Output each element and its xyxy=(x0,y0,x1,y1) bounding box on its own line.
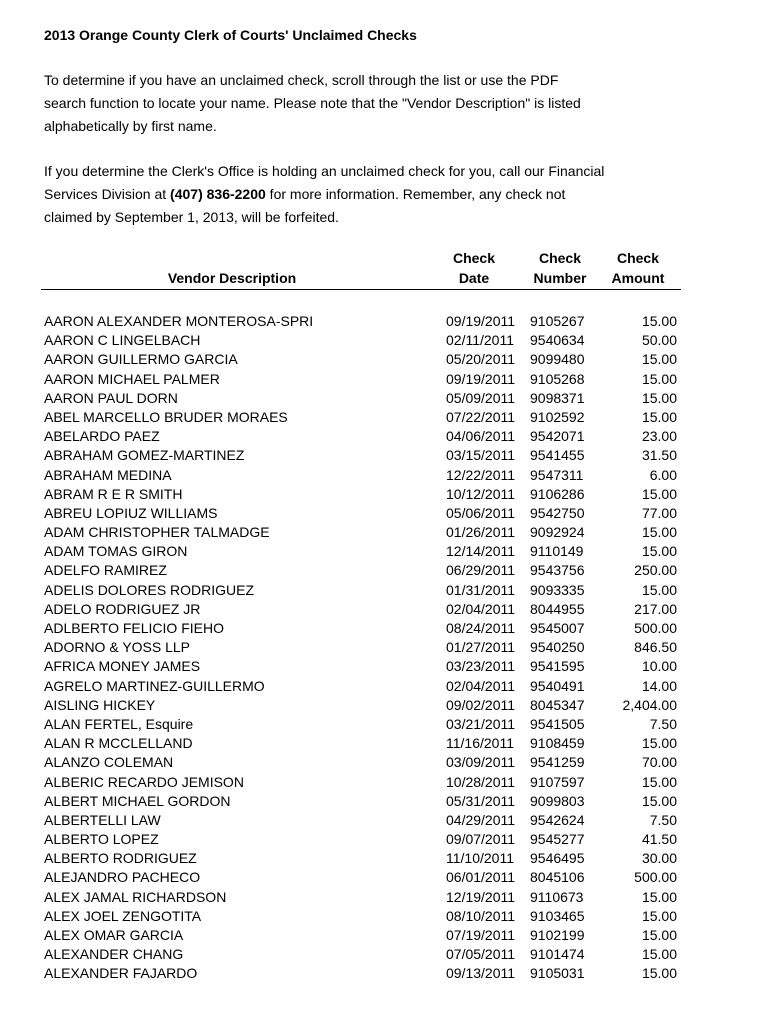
check-number-cell: 9547311 xyxy=(530,466,584,483)
date-cell: 04/06/2011 xyxy=(446,428,516,445)
check-number-cell: 9540491 xyxy=(530,677,585,694)
header-vendor-description xyxy=(44,268,420,288)
amount-cell: 41.50 xyxy=(641,831,677,848)
amount-cell: 846.50 xyxy=(634,639,677,656)
amount-cell: 15.00 xyxy=(641,408,677,425)
amount-cell: 7.50 xyxy=(649,811,677,828)
amount-cell: 23.00 xyxy=(641,428,677,445)
intro-line: search function to locate your name. Please note that the "Vendor Description" is listed xyxy=(44,95,581,111)
check-number-cell: 9098371 xyxy=(530,389,585,406)
header-label: Check xyxy=(538,250,582,266)
notice-text: for more information. Remember, any check not xyxy=(265,186,566,202)
date-cell: 12/19/2011 xyxy=(446,888,516,905)
header-divider xyxy=(41,289,681,290)
check-number-cell: 9099803 xyxy=(530,792,585,809)
table-row xyxy=(0,753,768,772)
check-number-cell: 9542071 xyxy=(530,428,585,445)
amount-cell: 217.00 xyxy=(634,600,677,617)
check-number-cell: 9545277 xyxy=(530,831,585,848)
check-number-cell: 9541455 xyxy=(530,447,585,464)
intro-line: alphabetically by first name. xyxy=(44,118,217,134)
date-cell: 12/22/2011 xyxy=(446,466,516,483)
table-row xyxy=(0,888,768,907)
date-cell: 09/13/2011 xyxy=(446,965,516,982)
check-number-cell: 9099480 xyxy=(530,351,585,368)
check-number-cell: 9108459 xyxy=(530,735,585,752)
vendor-cell: AFRICA MONEY JAMES xyxy=(44,658,201,675)
check-number-cell: 9105267 xyxy=(530,313,585,329)
amount-cell: 7.50 xyxy=(649,715,677,732)
date-cell: 08/24/2011 xyxy=(446,620,516,636)
amount-cell: 15.00 xyxy=(641,907,677,924)
vendor-cell: AARON MICHAEL PALMER xyxy=(44,370,220,387)
vendor-cell: ABEL MARCELLO BRUDER MORAES xyxy=(44,408,288,425)
date-cell: 10/28/2011 xyxy=(446,773,516,790)
vendor-cell: ABRAHAM GOMEZ-MARTINEZ xyxy=(44,447,245,464)
check-number-cell: 9103465 xyxy=(530,907,585,924)
check-number-cell: 9093335 xyxy=(530,581,585,598)
table-row xyxy=(0,331,768,350)
date-cell: 07/22/2011 xyxy=(446,408,516,425)
vendor-cell: ALAN FERTEL, Esquire xyxy=(44,715,194,732)
table-row xyxy=(0,504,768,523)
vendor-cell: ALBERIC RECARDO JEMISON xyxy=(44,773,244,790)
check-number-cell: 9102592 xyxy=(530,408,585,425)
amount-cell: 30.00 xyxy=(641,850,677,867)
table-row xyxy=(0,350,768,369)
vendor-cell: ALBERTO RODRIGUEZ xyxy=(44,850,197,867)
date-cell: 12/14/2011 xyxy=(446,543,516,560)
table-row xyxy=(0,427,768,446)
table-row xyxy=(0,792,768,811)
check-number-cell: 9110149 xyxy=(530,543,584,560)
table-row xyxy=(0,523,768,542)
date-cell: 11/10/2011 xyxy=(446,850,514,867)
amount-cell: 15.00 xyxy=(641,370,677,387)
notice-line: If you determine the Clerk's Office is holding an unclaimed check for you, call our Financial xyxy=(44,163,605,179)
date-cell: 07/05/2011 xyxy=(446,946,516,963)
amount-cell: 6.00 xyxy=(649,466,677,483)
check-number-cell: 9105031 xyxy=(530,965,585,982)
table-row xyxy=(0,811,768,830)
table-row xyxy=(0,638,768,657)
header-check-date xyxy=(440,248,508,288)
amount-cell: 250.00 xyxy=(634,562,677,579)
check-number-cell: 9542624 xyxy=(530,811,585,828)
amount-cell: 15.00 xyxy=(641,389,677,406)
date-cell: 01/27/2011 xyxy=(446,639,516,656)
vendor-cell: ALEJANDRO PACHECO xyxy=(44,869,201,886)
header-label: Date xyxy=(458,270,490,286)
amount-cell: 31.50 xyxy=(641,447,677,464)
check-number-cell: 9540634 xyxy=(530,332,585,349)
amount-cell: 15.00 xyxy=(641,581,677,598)
amount-cell: 15.00 xyxy=(641,965,677,982)
amount-cell: 15.00 xyxy=(641,351,677,368)
vendor-cell: ALEX JAMAL RICHARDSON xyxy=(44,888,227,905)
date-cell: 03/09/2011 xyxy=(446,754,516,771)
table-row xyxy=(0,734,768,753)
check-number-cell: 9541505 xyxy=(530,715,585,732)
vendor-cell: AARON C LINGELBACH xyxy=(44,332,201,349)
date-cell: 10/12/2011 xyxy=(446,485,516,502)
table-row xyxy=(0,696,768,715)
table-row xyxy=(0,466,768,485)
amount-cell: 15.00 xyxy=(641,735,677,752)
table-row xyxy=(0,945,768,964)
amount-cell: 50.00 xyxy=(641,332,677,349)
vendor-cell: ALEX JOEL ZENGOTITA xyxy=(44,907,202,924)
table-row xyxy=(0,389,768,408)
vendor-cell: ALEXANDER CHANG xyxy=(44,946,184,963)
vendor-cell: ALBERTELLI LAW xyxy=(44,811,161,828)
table-row xyxy=(0,715,768,734)
amount-cell: 2,404.00 xyxy=(622,696,677,713)
page-title: 2013 Orange County Clerk of Courts' Unclaimed Checks xyxy=(44,27,417,43)
amount-cell: 500.00 xyxy=(634,869,677,886)
date-cell: 02/04/2011 xyxy=(446,677,516,694)
amount-cell: 15.00 xyxy=(641,313,677,329)
table-row xyxy=(0,677,768,696)
date-cell: 03/15/2011 xyxy=(446,447,516,464)
notice-paragraph xyxy=(44,160,704,229)
header-label: Check xyxy=(452,250,496,266)
header-label: Number xyxy=(533,270,587,286)
check-number-cell: 9105268 xyxy=(530,370,585,387)
date-cell: 09/02/2011 xyxy=(446,696,516,713)
table-row xyxy=(0,600,768,619)
vendor-cell: ADLBERTO FELICIO FIEHO xyxy=(44,620,224,636)
check-number-cell: 9546495 xyxy=(530,850,585,867)
notice-text: Services Division at xyxy=(44,186,171,202)
table-row xyxy=(0,926,768,945)
vendor-cell: ADELIS DOLORES RODRIGUEZ xyxy=(44,581,255,598)
date-cell: 01/31/2011 xyxy=(446,581,516,598)
header-check-number xyxy=(526,248,594,288)
check-number-cell: 9102199 xyxy=(530,927,585,943)
vendor-cell: AARON PAUL DORN xyxy=(44,389,178,406)
amount-cell: 15.00 xyxy=(641,773,677,790)
vendor-cell: ALANZO COLEMAN xyxy=(44,754,174,771)
table-row xyxy=(0,657,768,676)
notice-line: claimed by September 1, 2013, will be forfeited. xyxy=(44,209,339,225)
date-cell: 03/21/2011 xyxy=(446,715,516,732)
table-row xyxy=(0,542,768,561)
check-table-body xyxy=(0,312,768,984)
date-cell: 02/11/2011 xyxy=(446,332,514,349)
table-row xyxy=(0,408,768,427)
header-check-amount xyxy=(604,248,672,288)
check-number-cell: 8044955 xyxy=(530,600,585,617)
vendor-cell: ABRAHAM MEDINA xyxy=(44,466,172,483)
amount-cell: 15.00 xyxy=(641,792,677,809)
table-row xyxy=(0,907,768,926)
vendor-cell: ALBERTO LOPEZ xyxy=(44,831,159,848)
check-number-cell: 9541259 xyxy=(530,754,585,771)
amount-cell: 70.00 xyxy=(641,754,677,771)
vendor-cell: ABREU LOPIUZ WILLIAMS xyxy=(44,504,218,521)
check-number-cell: 8045106 xyxy=(530,869,585,886)
vendor-cell: ABELARDO PAEZ xyxy=(44,428,160,445)
check-number-cell: 9541595 xyxy=(530,658,585,675)
check-number-cell: 9110673 xyxy=(530,888,584,905)
header-label: Amount xyxy=(611,270,665,286)
date-cell: 09/07/2011 xyxy=(446,831,516,848)
table-row xyxy=(0,312,768,331)
amount-cell: 15.00 xyxy=(641,946,677,963)
date-cell: 09/19/2011 xyxy=(446,313,516,329)
vendor-cell: AGRELO MARTINEZ-GUILLERMO xyxy=(44,677,265,694)
table-row xyxy=(0,830,768,849)
date-cell: 11/16/2011 xyxy=(446,735,514,752)
table-row xyxy=(0,619,768,638)
vendor-cell: ADELFO RAMIREZ xyxy=(44,562,167,579)
date-cell: 06/29/2011 xyxy=(446,562,516,579)
phone-number: (407) 836-2200 xyxy=(170,186,266,202)
vendor-cell: AISLING HICKEY xyxy=(44,696,156,713)
notice-line xyxy=(44,183,704,206)
header-label: Vendor Description xyxy=(167,270,297,286)
table-row xyxy=(0,485,768,504)
table-row xyxy=(0,581,768,600)
check-number-cell: 9092924 xyxy=(530,524,585,541)
date-cell: 03/23/2011 xyxy=(446,658,516,675)
vendor-cell: ALEXANDER FAJARDO xyxy=(44,965,198,982)
date-cell: 01/26/2011 xyxy=(446,524,516,541)
table-row xyxy=(0,773,768,792)
amount-cell: 15.00 xyxy=(641,543,677,560)
intro-paragraph xyxy=(44,69,704,138)
vendor-cell: AARON ALEXANDER MONTEROSA-SPRI xyxy=(44,313,314,329)
date-cell: 09/19/2011 xyxy=(446,370,516,387)
vendor-cell: AARON GUILLERMO GARCIA xyxy=(44,351,238,368)
check-number-cell: 9106286 xyxy=(530,485,585,502)
check-number-cell: 9540250 xyxy=(530,639,585,656)
date-cell: 05/06/2011 xyxy=(446,504,516,521)
table-row xyxy=(0,868,768,887)
vendor-cell: ALBERT MICHAEL GORDON xyxy=(44,792,231,809)
table-row xyxy=(0,446,768,465)
check-number-cell: 9107597 xyxy=(530,773,585,790)
date-cell: 07/19/2011 xyxy=(446,927,516,943)
vendor-cell: ADAM CHRISTOPHER TALMADGE xyxy=(44,524,270,541)
table-row xyxy=(0,964,768,983)
vendor-cell: ABRAM R E R SMITH xyxy=(44,485,183,502)
table-row xyxy=(0,849,768,868)
vendor-cell: ALEX OMAR GARCIA xyxy=(44,927,184,943)
amount-cell: 500.00 xyxy=(634,620,677,636)
intro-line: To determine if you have an unclaimed check, scroll through the list or use the PDF xyxy=(44,72,559,88)
amount-cell: 77.00 xyxy=(641,504,677,521)
vendor-cell: ALAN R MCCLELLAND xyxy=(44,735,193,752)
header-label: Check xyxy=(616,250,660,266)
date-cell: 04/29/2011 xyxy=(446,811,516,828)
date-cell: 05/09/2011 xyxy=(446,389,516,406)
check-number-cell: 9542750 xyxy=(530,504,585,521)
amount-cell: 15.00 xyxy=(641,524,677,541)
check-number-cell: 9101474 xyxy=(530,946,585,963)
check-number-cell: 9543756 xyxy=(530,562,585,579)
date-cell: 08/10/2011 xyxy=(446,907,516,924)
date-cell: 05/31/2011 xyxy=(446,792,516,809)
table-row xyxy=(0,561,768,580)
vendor-cell: ADORNO & YOSS LLP xyxy=(44,639,191,656)
check-number-cell: 8045347 xyxy=(530,696,585,713)
table-row xyxy=(0,370,768,389)
amount-cell: 10.00 xyxy=(641,658,677,675)
amount-cell: 15.00 xyxy=(641,485,677,502)
date-cell: 05/20/2011 xyxy=(446,351,516,368)
date-cell: 02/04/2011 xyxy=(446,600,516,617)
amount-cell: 15.00 xyxy=(641,888,677,905)
amount-cell: 14.00 xyxy=(641,677,677,694)
vendor-cell: ADELO RODRIGUEZ JR xyxy=(44,600,201,617)
date-cell: 06/01/2011 xyxy=(446,869,516,886)
vendor-cell: ADAM TOMAS GIRON xyxy=(44,543,188,560)
check-number-cell: 9545007 xyxy=(530,620,585,636)
amount-cell: 15.00 xyxy=(641,927,677,943)
